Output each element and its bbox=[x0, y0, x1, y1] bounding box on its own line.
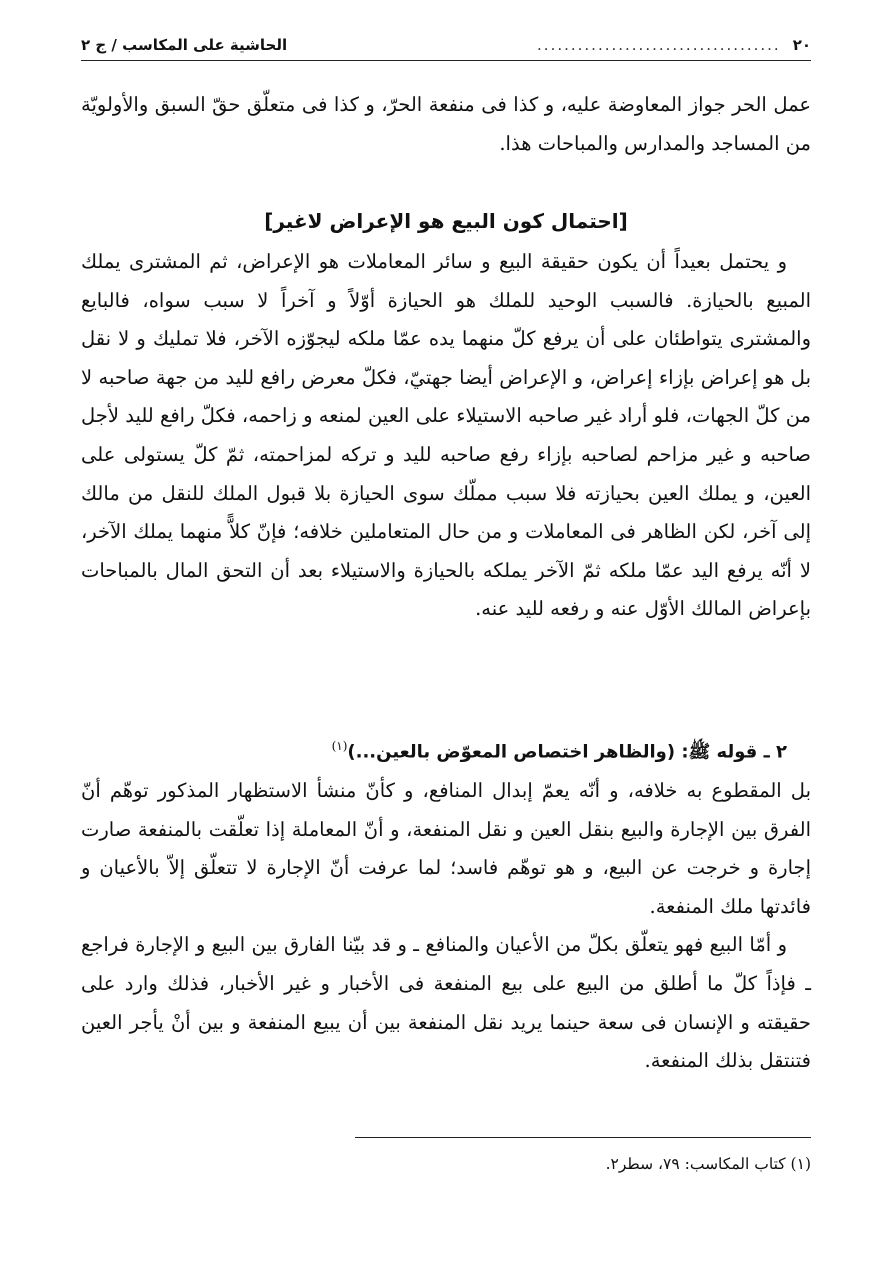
quote-heading: ٢ ـ قوله ﷺ: (والظاهر اختصاص المعوّض بالعين...) bbox=[347, 741, 787, 763]
quote-heading-line bbox=[81, 727, 811, 772]
header-dot-leader: .................................... bbox=[537, 36, 781, 54]
intro-paragraph: عمل الحر جواز المعاوضة عليه، و كذا فى منفعة الحرّ، و كذا فى متعلّق حقّ السبق والأولويّة من المساجد والمدارس والمباحات هذا. bbox=[81, 93, 811, 155]
commentary-block bbox=[81, 727, 811, 1081]
intro-text-block bbox=[81, 86, 811, 163]
paragraph-two: بل المقطوع به خلافه، و أنّه يعمّ إبدال المنافع، و كأنّ منشأ الاستظهار المذكور توهّم أنّ الفرق بين الإجارة والبيع بنقل العين و نقل المنفعة، و أنّ المعاملة إذا تعلّقت بالمنفعة صارت إجارة و خرجت عن البيع، و هو توهّم فاسد؛ لما عرفت أنّ الإجارة لا تتعلّق إلاّ بالأعيان و فائدتها ملك المنفعة. bbox=[81, 779, 811, 918]
paragraph-three: و أمّا البيع فهو يتعلّق بكلّ من الأعيان والمنافع ـ و قد بيّنا الفارق بين البيع و الإجارة فراجع ـ فإذاً كلّ ما أطلق من البيع على بيع المنفعة فى الأخبار و غير الأخبار، فذلك وارد على حقيقته و الإنسان فى سعة حينما يريد نقل المنفعة بين أن يبيع المنفعة و بين أنْ يأجر العين فتنتقل بذلك المنفعة. bbox=[81, 933, 811, 1073]
footnote-text: (١) كتاب المكاسب: ٧٩، سطر٢. bbox=[605, 1155, 811, 1173]
section-heading: [احتمال كون البيع هو الإعراض لاغير] bbox=[264, 209, 628, 233]
main-text-block bbox=[81, 243, 811, 629]
footnote-reference: (١) bbox=[331, 739, 348, 753]
page-number: ٢٠ bbox=[792, 36, 811, 54]
main-paragraph: و يحتمل بعيداً أن يكون حقيقة البيع و سائر المعاملات هو الإعراض، ثم المشترى يملك المبيع بالحيازة. فالسبب الوحيد للملك هو الحيازة أوّلاً و آخراً لا سبب سواه، فالبايع والمشترى يتواطئان على أن يرفع كلّ منهما يده عمّا ملكه ليجوّزه الآخر، فلا تمليك و لا نقل بل هو إعراض بإزاء إعراض، و الإعراض أيضا جهتيّ، فكلّ معرض رافع لليد من جهة صاحبه لا من كلّ الجهات، فلو أراد غير صاحبه الاستيلاء على العين لمنعه و زاحمه، فكلّ رافع لليد لأجل صاحبه و غير مزاحم لصاحبه بإزاء رفع صاحبه لليد و تركه لمزاحمته، ثمّ كلّ يستولى على العين، و يملك العين بحيازته فلا سبب مملّك سوى الحيازة بلا قبول الملك للنقل من مالك إلى آخر، لكن الظاهر فى المعاملات و من حال المتعاملين خلافه؛ فإنّ كلاًّ منهما يملك الآخر، لا أنّه يرفع اليد عمّا ملكه ثمّ الآخر يملكه بالحيازة والاستيلاء بعد أن التحق المال بالمباحات بإعراض المالك الأوّل عنه و رفعه لليد عنه. bbox=[81, 250, 811, 621]
header-title: الحاشية على المكاسب / ج ٢ bbox=[81, 36, 288, 54]
footnote-separator bbox=[355, 1137, 811, 1138]
running-header bbox=[81, 30, 811, 61]
